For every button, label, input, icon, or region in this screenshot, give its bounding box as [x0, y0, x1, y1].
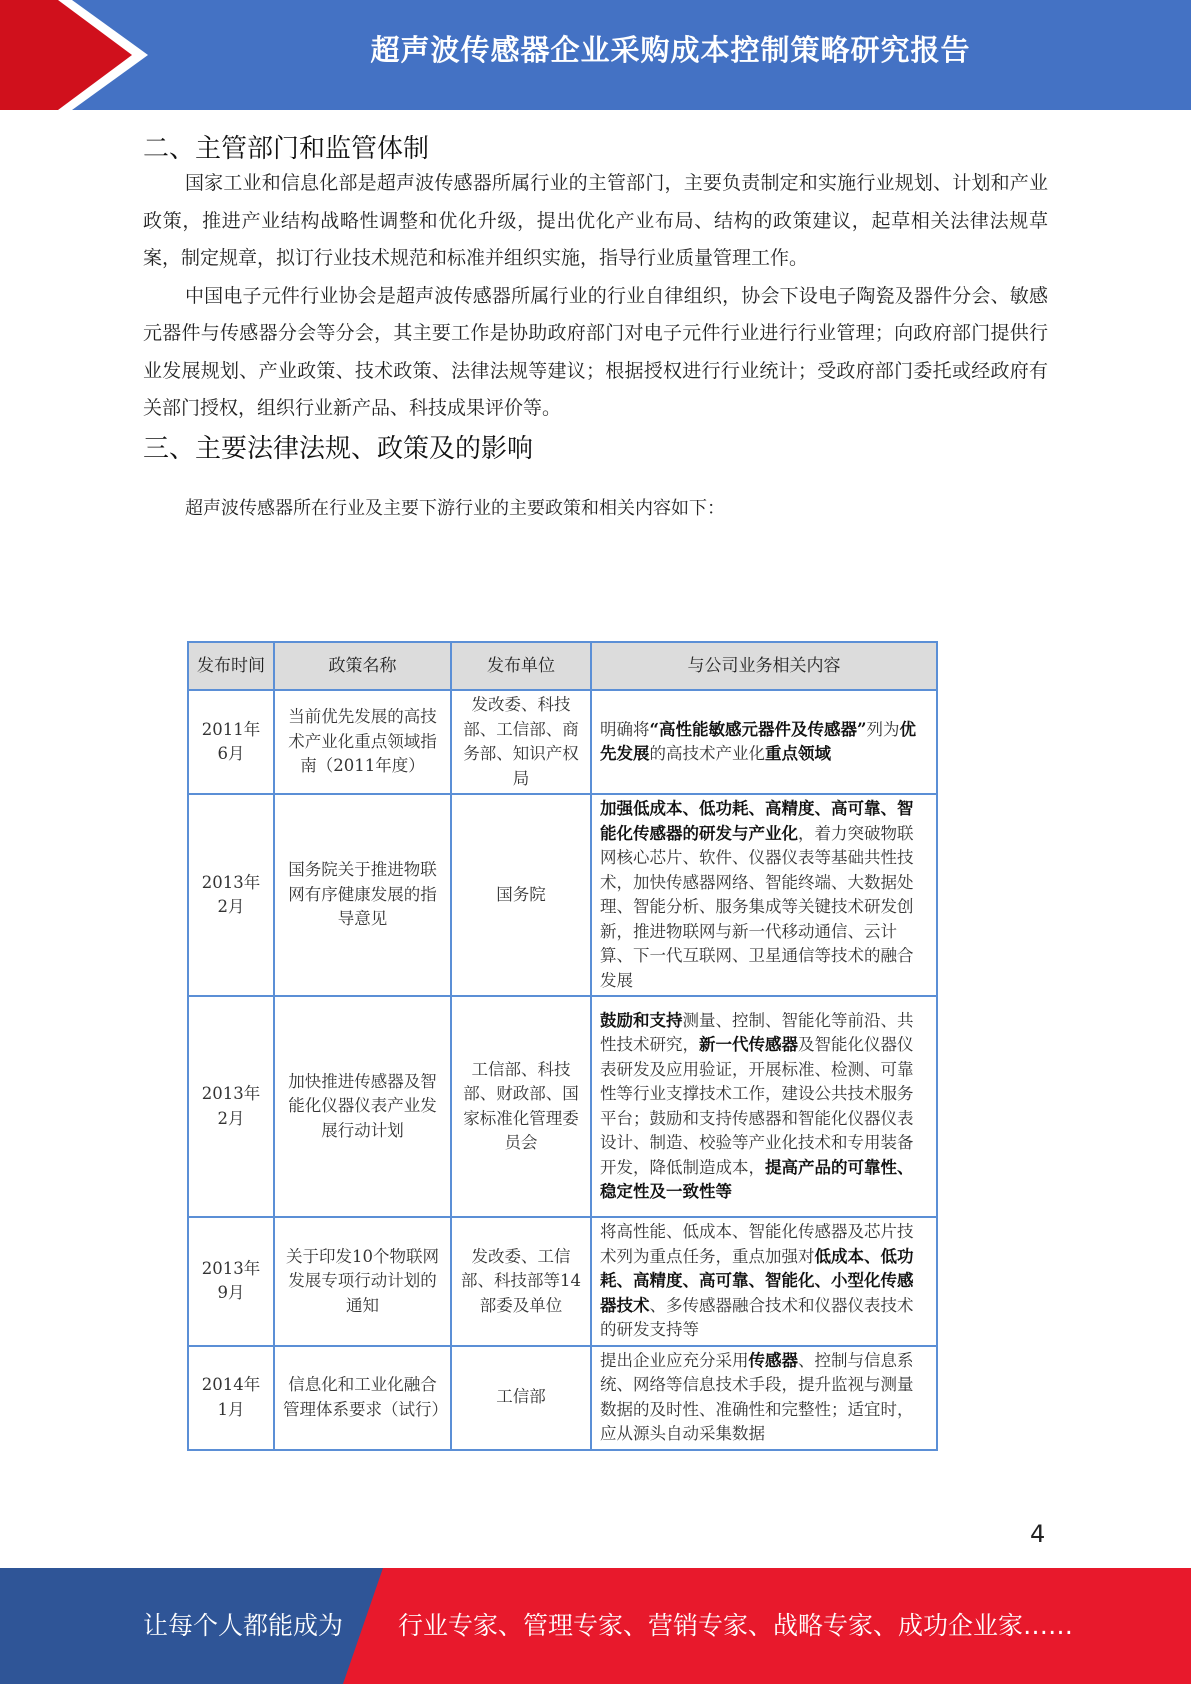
table-row: [188, 690, 937, 794]
content-emphasis: 优先发展: [600, 719, 916, 763]
header-date: 发布时间: [188, 642, 274, 690]
content-emphasis: 重点领域: [765, 744, 831, 763]
content-emphasis: 新一代传感器: [699, 1035, 798, 1054]
content-text: ，着力突破物联网核心芯片、软件、仪器仪表等基础共性技术，加快传感器网络、智能终端、大数据处理、智能分析、服务集成等关键技术研发创新，推进物联网与新一代移动通信、云计算、下一代互联网、卫星通信等技术的融合发展: [600, 823, 914, 990]
content-text: 将高性能、低成本、智能化传感器及芯片技术列为重点任务，重点加强对: [600, 1222, 914, 1266]
table-row: [188, 794, 937, 996]
cell-date: 2011年6月: [188, 690, 274, 794]
cell-content: [591, 1217, 937, 1346]
table-row: [188, 1217, 937, 1346]
content-text: 的高技术产业化: [649, 744, 765, 763]
header-policy-name: 政策名称: [274, 642, 451, 690]
cell-policy-name: 关于印发10个物联网发展专项行动计划的通知: [274, 1217, 451, 1346]
report-title: 超声波传感器企业采购成本控制策略研究报告: [370, 33, 971, 67]
content-emphasis: “高性能敏感元器件及传感器”: [649, 719, 867, 739]
content-emphasis: 加强低成本、低功耗、高精度、高可靠、智能化传感器的研发与产业化: [600, 799, 914, 843]
header-red-chevron: [0, 0, 150, 110]
content-text: 提出企业应充分采用: [600, 1350, 749, 1370]
footer-slogan-roles: 行业专家、管理专家、营销专家、战略专家、成功企业家……: [398, 1611, 1074, 1640]
cell-policy-name: 当前优先发展的高技术产业化重点领域指南（2011年度）: [274, 690, 451, 794]
section-title-2: 二、主管部门和监管体制: [143, 134, 430, 164]
main-content: [143, 128, 1048, 527]
header-issuer: 发布单位: [451, 642, 591, 690]
paragraph-ministry: 国家工业和信息化部是超声波传感器所属行业的主管部门，主要负责制定和实施行业规划、计划和产业政策，推进产业结构战略性调整和优化升级，提出优化产业布局、结构的政策建议，起草相关法律法规草案，制定规章，拟订行业技术规范和标准并组织实施，指导行业质量管理工作。: [143, 172, 1048, 269]
content-text: 、控制与信息系统、网络等信息技术手段，提升监视与测量数据的及时性、准确性和完整性；适宜时，应从源头自动采集数据: [600, 1350, 914, 1443]
content-emphasis: 低成本、低功耗、高精度、高可靠、智能化、小型化传感器技术: [600, 1246, 914, 1315]
cell-issuer: 发改委、工信部、科技部等14部委及单位: [451, 1217, 591, 1346]
content-emphasis: 提高产品的可靠性、稳定性及一致性等: [600, 1157, 914, 1201]
policy-table: [187, 641, 938, 1451]
policy-table-wrapper: [187, 641, 936, 1451]
footer-slogan-lead: 让每个人都能成为: [143, 1611, 344, 1640]
cell-issuer: 工信部: [451, 1346, 591, 1450]
cell-issuer: 工信部、科技部、财政部、国家标准化管理委员会: [451, 996, 591, 1217]
cell-issuer: 国务院: [451, 794, 591, 996]
cell-issuer: 发改委、科技部、工信部、商务部、知识产权局: [451, 690, 591, 794]
content-text: 明确将: [600, 719, 650, 739]
table-row: [188, 996, 937, 1217]
content-text: 及智能化仪器仪表研发及应用验证，开展标准、检测、可靠性等行业支撑技术工作，建设公共技术服务平台；鼓励和支持传感器和智能化仪器仪表设计、制造、校验等产业化技术和专用装备开发，降低制造成本，: [600, 1035, 914, 1177]
content-emphasis: 鼓励和支持: [600, 1010, 683, 1030]
cell-date: 2014年1月: [188, 1346, 274, 1450]
paragraph-association: 中国电子元件行业协会是超声波传感器所属行业的行业自律组织，协会下设电子陶瓷及器件分会、敏感元器件与传感器分会等分会，其主要工作是协助政府部门对电子元件行业进行行业管理；向政府部门提供行业发展规划、产业政策、技术政策、法律法规等建议；根据授权进行行业统计；受政府部门委托或经政府有关部门授权，组织行业新产品、科技成果评价等。: [143, 284, 1048, 419]
cell-policy-name: 信息化和工业化融合管理体系要求（试行）: [274, 1346, 451, 1450]
cell-policy-name: 国务院关于推进物联网有序健康发展的指导意见: [274, 794, 451, 996]
cell-content: [591, 794, 937, 996]
content-emphasis: 传感器: [748, 1350, 798, 1370]
header-content: 与公司业务相关内容: [591, 642, 937, 690]
content-text: 、多传感器融合技术和仪器仪表技术的研发支持等: [600, 1295, 914, 1339]
table-intro: 超声波传感器所在行业及主要下游行业的主要政策和相关内容如下：: [185, 497, 725, 519]
cell-date: 2013年2月: [188, 794, 274, 996]
cell-date: 2013年2月: [188, 996, 274, 1217]
page-number: 4: [1030, 1520, 1046, 1548]
content-text: 测量、控制、智能化等前沿、共性技术研究，: [600, 1010, 914, 1054]
table-header-row: [188, 642, 937, 690]
cell-date: 2013年9月: [188, 1217, 274, 1346]
cell-content: [591, 690, 937, 794]
table-row: [188, 1346, 937, 1450]
cell-content: [591, 1346, 937, 1450]
cell-content: [591, 996, 937, 1217]
section-title-3: 三、主要法律法规、政策及的影响: [143, 433, 534, 464]
footer-band: [0, 1568, 1191, 1684]
content-text: 列为: [866, 719, 900, 739]
header-band: [0, 0, 1191, 110]
cell-policy-name: 加快推进传感器及智能化仪器仪表产业发展行动计划: [274, 996, 451, 1217]
